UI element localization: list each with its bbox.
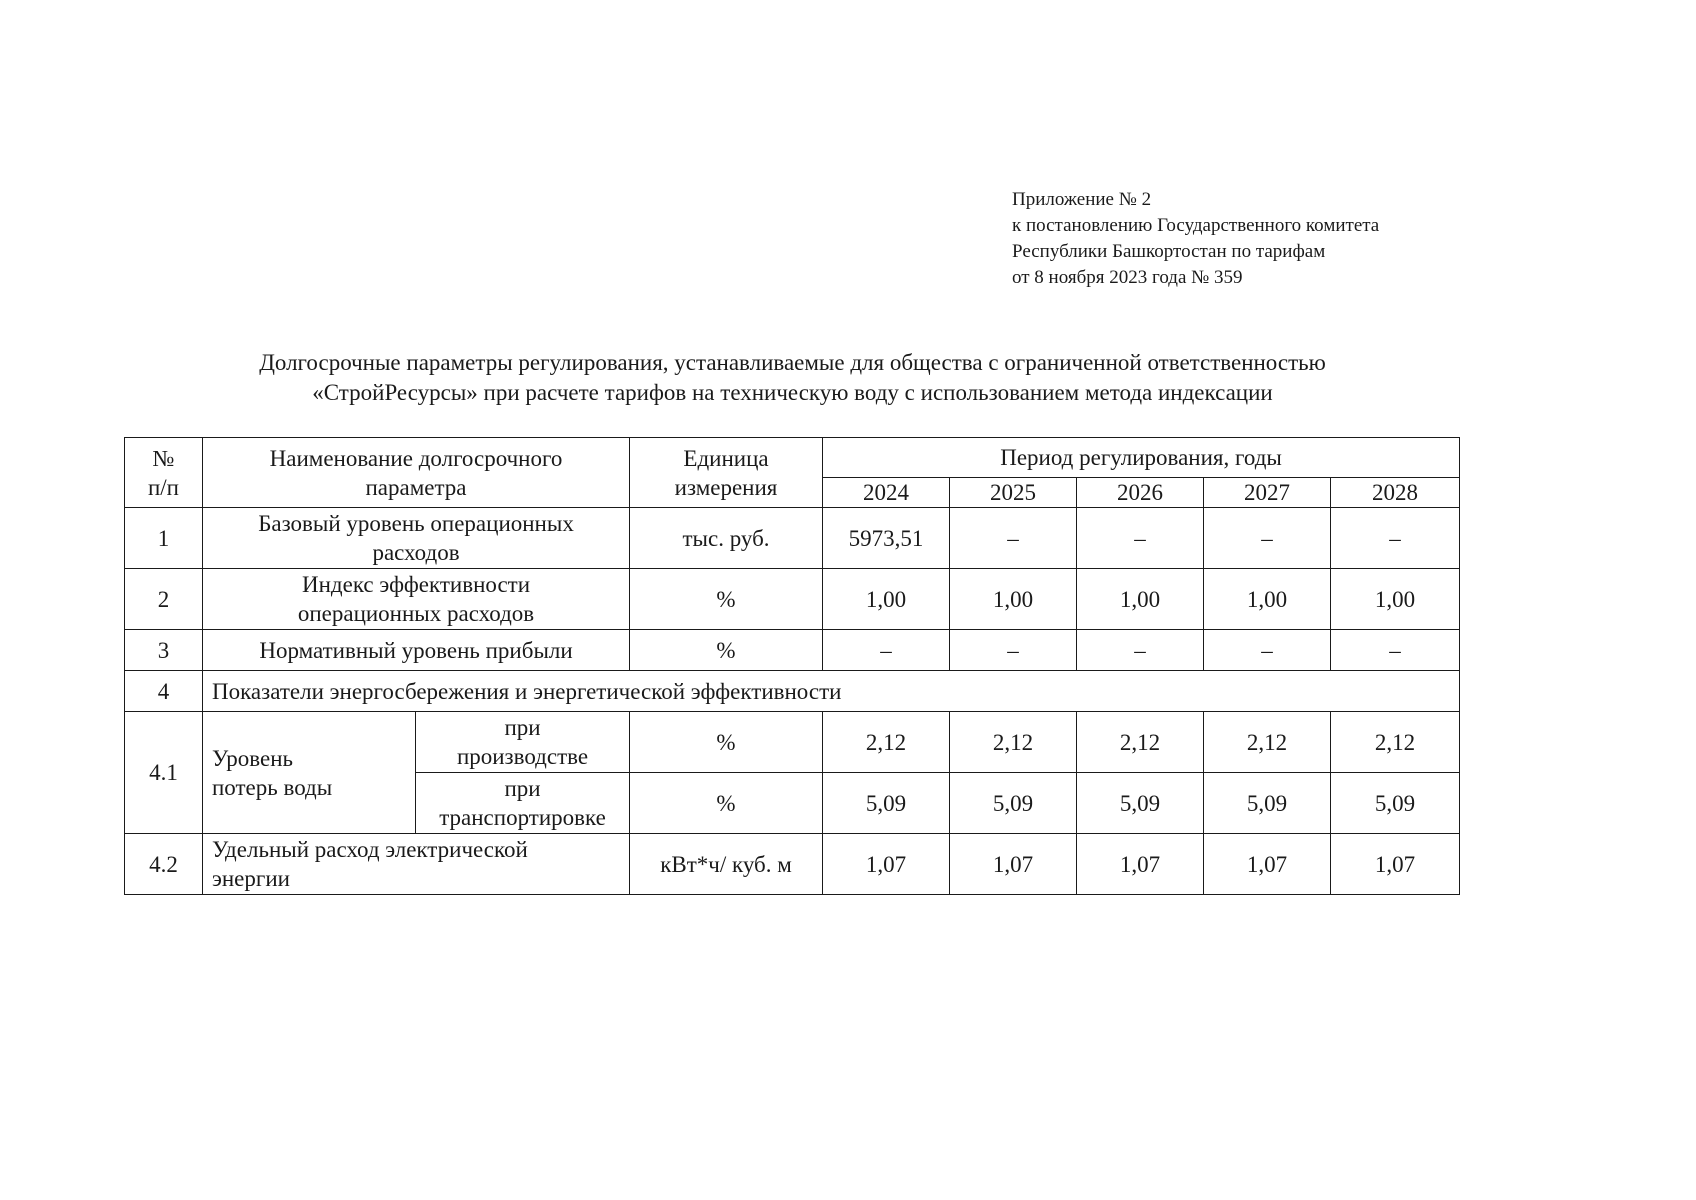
row-unit: % bbox=[630, 569, 823, 630]
row-unit: % bbox=[630, 773, 823, 834]
row-value: 1,07 bbox=[1204, 834, 1331, 895]
title-line: Долгосрочные параметры регулирования, устанавливаемые для общества с ограниченной ответственностью bbox=[259, 350, 1326, 375]
row-value: – bbox=[1331, 630, 1460, 671]
header-year: 2028 bbox=[1331, 478, 1460, 508]
row-value: – bbox=[1204, 630, 1331, 671]
header-num-line: п/п bbox=[147, 474, 179, 500]
row-value: 5,09 bbox=[950, 773, 1077, 834]
row-unit: % bbox=[630, 630, 823, 671]
header-unit-line: измерения bbox=[674, 474, 778, 500]
row-sublabel-line: транспортировке bbox=[439, 805, 606, 830]
row-value: 2,12 bbox=[823, 712, 950, 773]
row-name-line: Индекс эффективности bbox=[301, 572, 531, 597]
table-row bbox=[125, 671, 1460, 712]
row-sublabel bbox=[416, 712, 630, 773]
row-value: – bbox=[950, 508, 1077, 569]
row-unit: тыс. руб. bbox=[630, 508, 823, 569]
row-num: 4.2 bbox=[125, 834, 203, 895]
row-unit: кВт*ч/ куб. м bbox=[630, 834, 823, 895]
table-row bbox=[125, 712, 1460, 773]
header-unit-line: Единица bbox=[683, 445, 769, 471]
table-row bbox=[125, 630, 1460, 671]
header-num bbox=[125, 438, 203, 508]
header-name-line: параметра bbox=[365, 474, 467, 500]
row-value: 1,07 bbox=[1331, 834, 1460, 895]
row-value: 2,12 bbox=[1204, 712, 1331, 773]
table-row bbox=[125, 569, 1460, 630]
row-value: 1,00 bbox=[823, 569, 950, 630]
row-num: 1 bbox=[125, 508, 203, 569]
header-row bbox=[125, 438, 1460, 478]
row-num: 4 bbox=[125, 671, 203, 712]
table-row bbox=[125, 508, 1460, 569]
row-value: 5,09 bbox=[823, 773, 950, 834]
row-unit: % bbox=[630, 712, 823, 773]
parameters-table bbox=[124, 437, 1460, 895]
row-name-line: Базовый уровень операционных bbox=[258, 511, 574, 536]
row-value: – bbox=[1077, 508, 1204, 569]
row-num: 3 bbox=[125, 630, 203, 671]
row-value: – bbox=[1077, 630, 1204, 671]
row-value: 2,12 bbox=[1331, 712, 1460, 773]
row-value: 5,09 bbox=[1077, 773, 1204, 834]
row-value: 1,00 bbox=[1077, 569, 1204, 630]
header-year: 2026 bbox=[1077, 478, 1204, 508]
row-name-line: Удельный расход электрической bbox=[212, 837, 528, 862]
row-value: 1,07 bbox=[823, 834, 950, 895]
row-name-line: расходов bbox=[372, 540, 460, 565]
row-name bbox=[203, 569, 630, 630]
document-title bbox=[120, 348, 1465, 408]
row-sublabel-line: при bbox=[504, 715, 541, 740]
row-value: 1,07 bbox=[950, 834, 1077, 895]
header-num-line: № bbox=[152, 445, 175, 471]
row-value: 1,00 bbox=[1331, 569, 1460, 630]
row-value: 1,00 bbox=[1204, 569, 1331, 630]
row-value: – bbox=[1204, 508, 1331, 569]
row-name: Нормативный уровень прибыли bbox=[203, 630, 630, 671]
row-value: – bbox=[950, 630, 1077, 671]
header-year: 2027 bbox=[1204, 478, 1331, 508]
appendix-line: Республики Башкортостан по тарифам bbox=[1012, 241, 1326, 262]
header-name bbox=[203, 438, 630, 508]
row-name bbox=[203, 508, 630, 569]
row-name-line: операционных расходов bbox=[297, 601, 535, 626]
appendix-header bbox=[1012, 187, 1379, 291]
appendix-line: от 8 ноября 2023 года № 359 bbox=[1012, 267, 1243, 288]
row-name bbox=[203, 834, 630, 895]
row-value: 1,00 bbox=[950, 569, 1077, 630]
appendix-line: к постановлению Государственного комитета bbox=[1012, 215, 1380, 236]
header-year: 2025 bbox=[950, 478, 1077, 508]
row-value: 2,12 bbox=[1077, 712, 1204, 773]
row-name-line: Уровень bbox=[212, 745, 293, 771]
row-value: – bbox=[823, 630, 950, 671]
row-name bbox=[203, 712, 416, 834]
header-name-line: Наименование долгосрочного bbox=[269, 445, 563, 471]
row-num: 4.1 bbox=[125, 712, 203, 834]
table-row bbox=[125, 834, 1460, 895]
row-value: 1,07 bbox=[1077, 834, 1204, 895]
row-value: 5,09 bbox=[1204, 773, 1331, 834]
row-num: 2 bbox=[125, 569, 203, 630]
row-name-line: потерь воды bbox=[212, 774, 333, 800]
header-year: 2024 bbox=[823, 478, 950, 508]
header-period: Период регулирования, годы bbox=[823, 438, 1460, 478]
row-value: 5,09 bbox=[1331, 773, 1460, 834]
section-heading: Показатели энергосбережения и энергетической эффективности bbox=[203, 671, 1460, 712]
row-sublabel bbox=[416, 773, 630, 834]
row-sublabel-line: производстве bbox=[456, 744, 589, 769]
row-value: 2,12 bbox=[950, 712, 1077, 773]
appendix-line: Приложение № 2 bbox=[1012, 189, 1152, 210]
title-line: «СтройРесурсы» при расчете тарифов на техническую воду с использованием метода индексации bbox=[312, 380, 1273, 405]
header-unit bbox=[630, 438, 823, 508]
row-value: – bbox=[1331, 508, 1460, 569]
row-sublabel-line: при bbox=[504, 776, 541, 801]
row-value: 5973,51 bbox=[823, 508, 950, 569]
row-name-line: энергии bbox=[212, 866, 290, 891]
